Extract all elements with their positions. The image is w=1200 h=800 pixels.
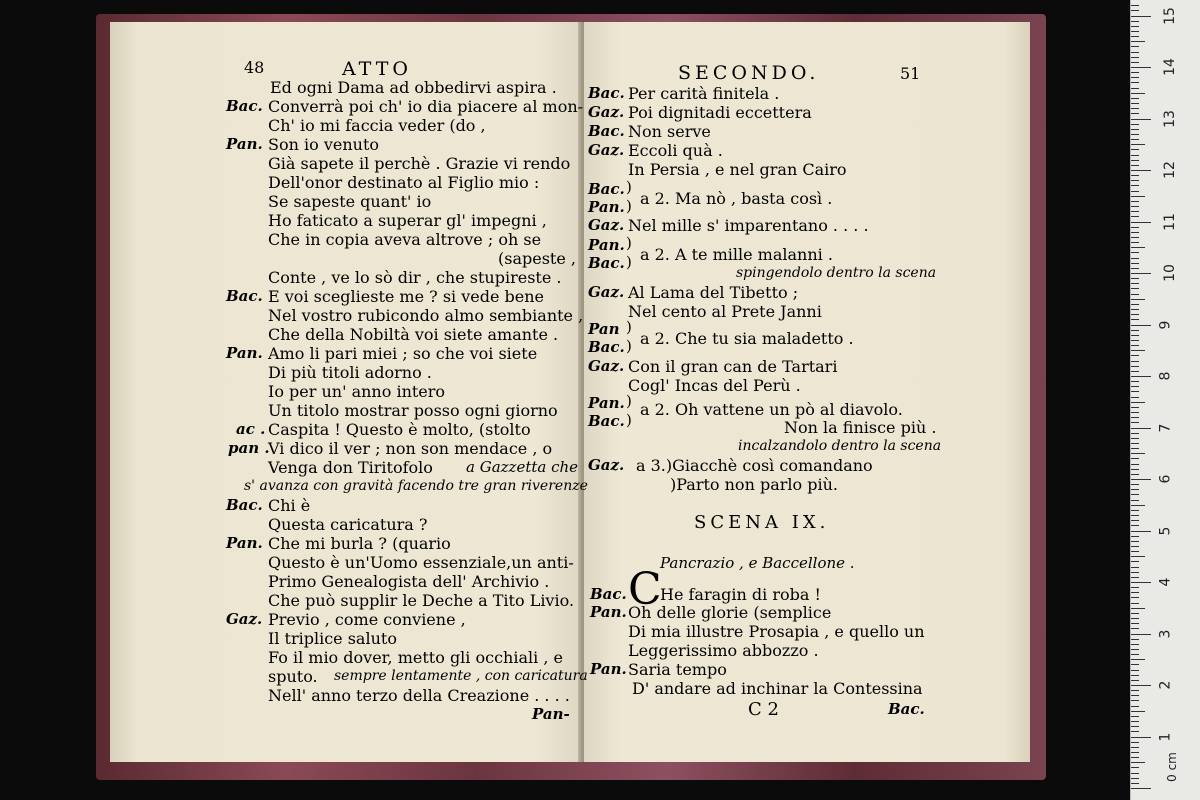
speaker-label: ac . [236, 420, 266, 438]
brace-glyph: ) ) [626, 318, 632, 355]
text-line: Con il gran can de Tartari [628, 357, 838, 376]
ruler-tick [1131, 788, 1151, 789]
ruler-tick [1131, 474, 1139, 475]
ruler-tick [1131, 489, 1139, 490]
scene-characters: Pancrazio , e Baccellone . [660, 554, 855, 572]
measuring-ruler [1130, 0, 1200, 800]
ruler-tick [1131, 422, 1139, 423]
ruler-tick [1131, 680, 1139, 681]
ruler-tick [1131, 587, 1139, 588]
text-line: Caspita ! Questo è molto, (stolto [268, 420, 531, 439]
text-line: Previo , come conviene , [268, 610, 466, 629]
text-line: Chi è [268, 496, 311, 515]
ruler-number: 15 [1161, 6, 1178, 25]
speaker-label: Bac. [226, 496, 263, 514]
ruler-tick [1131, 448, 1139, 449]
text-line: a 2. Oh vattene un pò al diavolo. [640, 400, 903, 419]
ruler-tick [1131, 309, 1139, 310]
ruler-tick [1131, 567, 1139, 568]
ruler-tick [1131, 618, 1139, 619]
text-line: Ed ogni Dama ad obbedirvi aspira . [270, 78, 557, 97]
right-page-number: 51 [900, 64, 921, 83]
text-line: a 2. Ma nò , basta così . [640, 189, 833, 208]
speaker-label: Bac. [588, 122, 625, 140]
signature-mark: C 2 [748, 699, 779, 720]
text-line: Dell'onor destinato al Figlio mio : [268, 173, 540, 192]
ruler-tick [1131, 670, 1139, 671]
ruler-tick [1131, 412, 1139, 413]
ruler-number: 1 [1157, 732, 1174, 741]
ruler-tick [1131, 52, 1139, 53]
ruler-tick [1131, 103, 1139, 104]
ruler-tick [1131, 386, 1139, 387]
stage-direction: incalzandolo dentro la scena [738, 438, 942, 454]
speaker-label: Bac. [588, 180, 625, 198]
ruler-tick [1131, 603, 1139, 604]
ruler-tick [1131, 639, 1139, 640]
ruler-tick [1131, 747, 1139, 748]
speaker-label: Pan [588, 320, 620, 338]
speaker-label: Gaz. [588, 141, 625, 159]
ruler-tick [1131, 227, 1139, 228]
ruler-tick [1131, 376, 1151, 377]
brace-glyph: ) ) [626, 392, 632, 429]
ruler-number: 6 [1157, 474, 1174, 484]
text-line: Nel cento al Prete Janni [628, 302, 822, 321]
ruler-tick [1131, 252, 1139, 253]
ruler-tick [1131, 737, 1151, 738]
ruler-tick [1131, 345, 1139, 346]
ruler-tick [1131, 67, 1151, 68]
ruler-tick [1131, 690, 1139, 691]
catchword: Bac. [888, 700, 925, 718]
text-line: Ho faticato a superar gl' impegni , [268, 211, 547, 230]
stage-direction: spingendolo dentro la scena [736, 265, 937, 281]
ruler-tick [1131, 582, 1151, 583]
speaker-label: Gaz. [588, 216, 625, 234]
ruler-tick [1131, 21, 1139, 22]
ruler-tick [1131, 402, 1145, 403]
ruler-tick [1131, 366, 1139, 367]
ruler-number: 12 [1161, 161, 1178, 179]
ruler-tick [1131, 597, 1139, 598]
speaker-label: Bac. [226, 97, 263, 115]
text-line: Per carità finitela . [628, 84, 780, 103]
speaker-label: Pan. [588, 394, 625, 412]
drop-cap: C [628, 564, 662, 615]
text-line: Conte , ve lo sò dir , che stupireste . [268, 268, 562, 287]
ruler-tick [1131, 762, 1145, 763]
ruler-tick [1131, 433, 1139, 434]
text-line: Vi dico il ver ; non son mendace , o [268, 439, 553, 458]
speaker-label: Pan. [226, 135, 263, 153]
ruler-number: 11 [1161, 212, 1178, 231]
text-line: He faragin di roba ! [660, 585, 821, 604]
ruler-number: 4 [1157, 577, 1174, 587]
stage-direction: a Gazzetta che [466, 458, 579, 476]
ruler-tick [1131, 685, 1151, 686]
text-line: Fo il mio dover, metto gli occhiali , e [268, 648, 563, 667]
ruler-tick [1131, 288, 1139, 289]
ruler-tick [1131, 381, 1139, 382]
speaker-label: Gaz. [588, 357, 625, 375]
ruler-tick [1131, 479, 1151, 480]
ruler-tick [1131, 773, 1139, 774]
speaker-label: Gaz. [588, 283, 625, 301]
text-line: Nel vostro rubicondo almo sembiante , [268, 306, 584, 325]
ruler-tick [1131, 536, 1139, 537]
text-line: Un titolo mostrar posso ogni giorno [268, 401, 558, 420]
ruler-tick [1131, 551, 1139, 552]
ruler-tick [1131, 494, 1139, 495]
speaker-label: Bac. [588, 254, 625, 272]
text-line: a 2. Che tu sia maladetto . [640, 329, 854, 348]
ruler-tick [1131, 196, 1145, 197]
ruler-tick [1131, 417, 1139, 418]
text-line: D' andare ad inchinar la Contessina [632, 679, 923, 698]
ruler-number: 13 [1161, 109, 1178, 128]
ruler-tick [1131, 525, 1139, 526]
ruler-tick [1131, 93, 1145, 94]
speaker-label: Bac. [226, 287, 263, 305]
text-line: Cogl' Incas del Perù . [628, 376, 801, 395]
ruler-tick [1131, 278, 1139, 279]
ruler-tick [1131, 175, 1139, 176]
ruler-tick [1131, 57, 1139, 58]
ruler-number: 2 [1157, 680, 1174, 690]
stage-direction: s' avanza con gravità facendo tre gran riverenze [244, 478, 588, 494]
ruler-tick [1131, 211, 1139, 212]
text-line: Al Lama del Tibetto ; [628, 283, 799, 302]
ruler-tick [1131, 505, 1145, 506]
speaker-label: Bac. [590, 585, 627, 603]
text-line: Non serve [628, 122, 711, 141]
ruler-number: 14 [1161, 58, 1178, 76]
text-line: a 3.)Giacchè così comandano [636, 456, 873, 475]
brace-glyph: ) ) [626, 178, 632, 215]
ruler-tick [1131, 170, 1151, 171]
right-page-header: SECONDO. [678, 62, 820, 84]
ruler-tick [1131, 222, 1151, 223]
ruler-number: 3 [1157, 629, 1174, 638]
ruler-tick [1131, 185, 1139, 186]
text-line: (sapeste , [498, 249, 576, 268]
ruler-tick [1131, 283, 1139, 284]
text-line: In Persia , e nel gran Cairo [628, 160, 847, 179]
ruler-tick [1131, 237, 1139, 238]
speaker-label: Pan. [590, 603, 627, 621]
ruler-tick [1131, 561, 1139, 562]
left-page-number: 48 [244, 58, 265, 77]
ruler-tick [1131, 407, 1139, 408]
ruler-tick [1131, 716, 1139, 717]
ruler-tick [1131, 26, 1139, 27]
ruler-tick [1131, 119, 1151, 120]
ruler-tick [1131, 783, 1139, 784]
ruler-tick [1131, 428, 1151, 429]
ruler-tick [1131, 5, 1139, 6]
ruler-tick [1131, 541, 1139, 542]
ruler-tick [1131, 46, 1139, 47]
ruler-tick [1131, 72, 1139, 73]
ruler-tick [1131, 608, 1145, 609]
ruler-tick [1131, 268, 1139, 269]
ruler-tick [1131, 36, 1139, 37]
ruler-tick [1131, 628, 1139, 629]
text-line: Converrà poi ch' io dia piacere al mon- [268, 97, 584, 116]
text-line: Se sapeste quant' io [268, 192, 432, 211]
ruler-tick [1131, 556, 1145, 557]
stage-direction: sempre lentamente , con caricatura [334, 668, 588, 684]
ruler-tick [1131, 695, 1139, 696]
text-line: Oh delle glorie (semplice [628, 603, 832, 622]
ruler-tick [1131, 675, 1139, 676]
text-line: Che può supplir le Deche a Tito Livio. [268, 591, 575, 610]
ruler-tick [1131, 242, 1139, 243]
ruler-tick [1131, 644, 1139, 645]
ruler-tick [1131, 314, 1139, 315]
text-line: Venga don Tiritofolo [268, 458, 433, 477]
text-line: Questa caricatura ? [268, 515, 428, 534]
ruler-tick [1131, 700, 1139, 701]
ruler-tick [1131, 335, 1139, 336]
ruler-tick [1131, 165, 1139, 166]
ruler-number: 8 [1157, 371, 1174, 381]
ruler-tick [1131, 216, 1139, 217]
ruler-tick [1131, 510, 1139, 511]
ruler-tick [1131, 613, 1139, 614]
ruler-tick [1131, 113, 1139, 114]
ruler-tick [1131, 355, 1139, 356]
left-page-header: ATTO [342, 58, 412, 80]
ruler-tick [1131, 263, 1139, 264]
speaker-label: Pan. [588, 236, 625, 254]
speaker-label: Pan. [590, 660, 627, 678]
ruler-tick [1131, 319, 1139, 320]
speaker-label: Pan. [226, 534, 263, 552]
ruler-tick [1131, 294, 1139, 295]
speaker-label: Pan. [226, 344, 263, 362]
text-line: Che della Nobiltà voi siete amante . [268, 325, 559, 344]
text-line: E voi sceglieste me ? si vede bene [268, 287, 545, 306]
ruler-tick [1131, 438, 1139, 439]
text-line: Non la finisce più . [784, 418, 937, 437]
ruler-tick [1131, 778, 1139, 779]
ruler-tick [1131, 757, 1139, 758]
ruler-tick [1131, 515, 1139, 516]
text-line: Eccoli quà . [628, 141, 723, 160]
ruler-tick [1131, 469, 1139, 470]
ruler-tick [1131, 82, 1139, 83]
speaker-label: Gaz. [588, 456, 625, 474]
ruler-tick [1131, 592, 1139, 593]
ruler-tick [1131, 304, 1139, 305]
text-line: Amo li pari miei ; so che voi siete [268, 344, 538, 363]
speaker-label: pan . [228, 439, 270, 457]
text-line: sputo. [268, 667, 318, 686]
ruler-number: 7 [1157, 423, 1174, 432]
ruler-tick [1131, 129, 1139, 130]
ruler-tick [1131, 443, 1139, 444]
text-line: Questo è un'Uomo essenziale,un anti- [268, 553, 574, 572]
ruler-tick [1131, 232, 1139, 233]
ruler-tick [1131, 16, 1151, 17]
ruler-number: 5 [1157, 526, 1174, 535]
ruler-tick [1131, 340, 1139, 341]
ruler-tick [1131, 41, 1145, 42]
ruler-tick [1131, 752, 1139, 753]
ruler-tick [1131, 325, 1151, 326]
ruler-tick [1131, 160, 1139, 161]
ruler-tick [1131, 453, 1145, 454]
ruler-tick [1131, 31, 1139, 32]
scene-heading: SCENA IX. [694, 512, 830, 533]
ruler-tick [1131, 361, 1139, 362]
ruler-tick [1131, 108, 1139, 109]
ruler-number: 9 [1157, 320, 1174, 329]
ruler-tick [1131, 191, 1139, 192]
ruler-number: 10 [1161, 264, 1178, 282]
text-line: Già sapete il perchè . Grazie vi rendo [268, 154, 571, 173]
ruler-tick [1131, 649, 1139, 650]
ruler-tick [1131, 706, 1139, 707]
ruler-tick [1131, 500, 1139, 501]
ruler-tick [1131, 577, 1139, 578]
text-line: a 2. A te mille malanni . [640, 245, 833, 264]
ruler-tick [1131, 247, 1145, 248]
ruler-tick [1131, 654, 1139, 655]
ruler-tick [1131, 124, 1139, 125]
text-line: Nell' anno terzo della Creazione . . . . [268, 686, 570, 705]
ruler-tick [1131, 62, 1139, 63]
ruler-unit-label: 0 cm [1164, 752, 1179, 782]
ruler-tick [1131, 201, 1139, 202]
ruler-tick [1131, 726, 1139, 727]
ruler-tick [1131, 258, 1139, 259]
text-line: Leggerissimo abbozzo . [628, 641, 819, 660]
text-line: Che in copia aveva altrove ; oh se [268, 230, 542, 249]
ruler-tick [1131, 731, 1139, 732]
ruler-tick [1131, 664, 1139, 665]
speaker-label: Bac. [588, 338, 625, 356]
text-line: Primo Genealogista dell' Archivio . [268, 572, 550, 591]
ruler-tick [1131, 659, 1145, 660]
ruler-tick [1131, 144, 1145, 145]
ruler-tick [1131, 10, 1139, 11]
speaker-label: Bac. [588, 412, 625, 430]
text-line: Il triplice saluto [268, 629, 397, 648]
text-line: Nel mille s' imparentano . . . . [628, 216, 869, 235]
text-line: Saria tempo [628, 660, 727, 679]
ruler-tick [1131, 149, 1139, 150]
ruler-tick [1131, 134, 1139, 135]
ruler-tick [1131, 206, 1139, 207]
text-line: Son io venuto [268, 135, 379, 154]
text-line: Di mia illustre Prosapia , e quello un [628, 622, 925, 641]
text-line: Che mi burla ? (quario [268, 534, 451, 553]
ruler-tick [1131, 77, 1139, 78]
text-line: Io per un' anno intero [268, 382, 446, 401]
ruler-tick [1131, 767, 1139, 768]
ruler-tick [1131, 458, 1139, 459]
text-line: Di più titoli adorno . [268, 363, 432, 382]
ruler-tick [1131, 572, 1139, 573]
speaker-label: Gaz. [226, 610, 263, 628]
brace-glyph: ) ) [626, 234, 632, 271]
text-line: Ch' io mi faccia veder (do , [268, 116, 486, 135]
ruler-tick [1131, 350, 1145, 351]
ruler-tick [1131, 484, 1139, 485]
ruler-tick [1131, 139, 1139, 140]
ruler-tick [1131, 520, 1139, 521]
ruler-tick [1131, 464, 1139, 465]
ruler-tick [1131, 546, 1139, 547]
ruler-tick [1131, 155, 1139, 156]
ruler-tick [1131, 88, 1139, 89]
ruler-tick [1131, 623, 1139, 624]
ruler-tick [1131, 330, 1139, 331]
speaker-label: Gaz. [588, 103, 625, 121]
ruler-tick [1131, 98, 1139, 99]
catchword: Pan- [532, 705, 570, 723]
speaker-label: Pan. [588, 198, 625, 216]
ruler-tick [1131, 180, 1139, 181]
speaker-label: Bac. [588, 84, 625, 102]
ruler-tick [1131, 742, 1139, 743]
ruler-tick [1131, 721, 1139, 722]
ruler-tick [1131, 397, 1139, 398]
ruler-tick [1131, 371, 1139, 372]
ruler-tick [1131, 531, 1151, 532]
ruler-tick [1131, 273, 1151, 274]
text-line: )Parto non parlo più. [670, 475, 838, 494]
text-line: Poi dignitadi eccettera [628, 103, 812, 122]
ruler-tick [1131, 634, 1151, 635]
ruler-tick [1131, 711, 1145, 712]
ruler-tick [1131, 299, 1145, 300]
ruler-tick [1131, 391, 1139, 392]
